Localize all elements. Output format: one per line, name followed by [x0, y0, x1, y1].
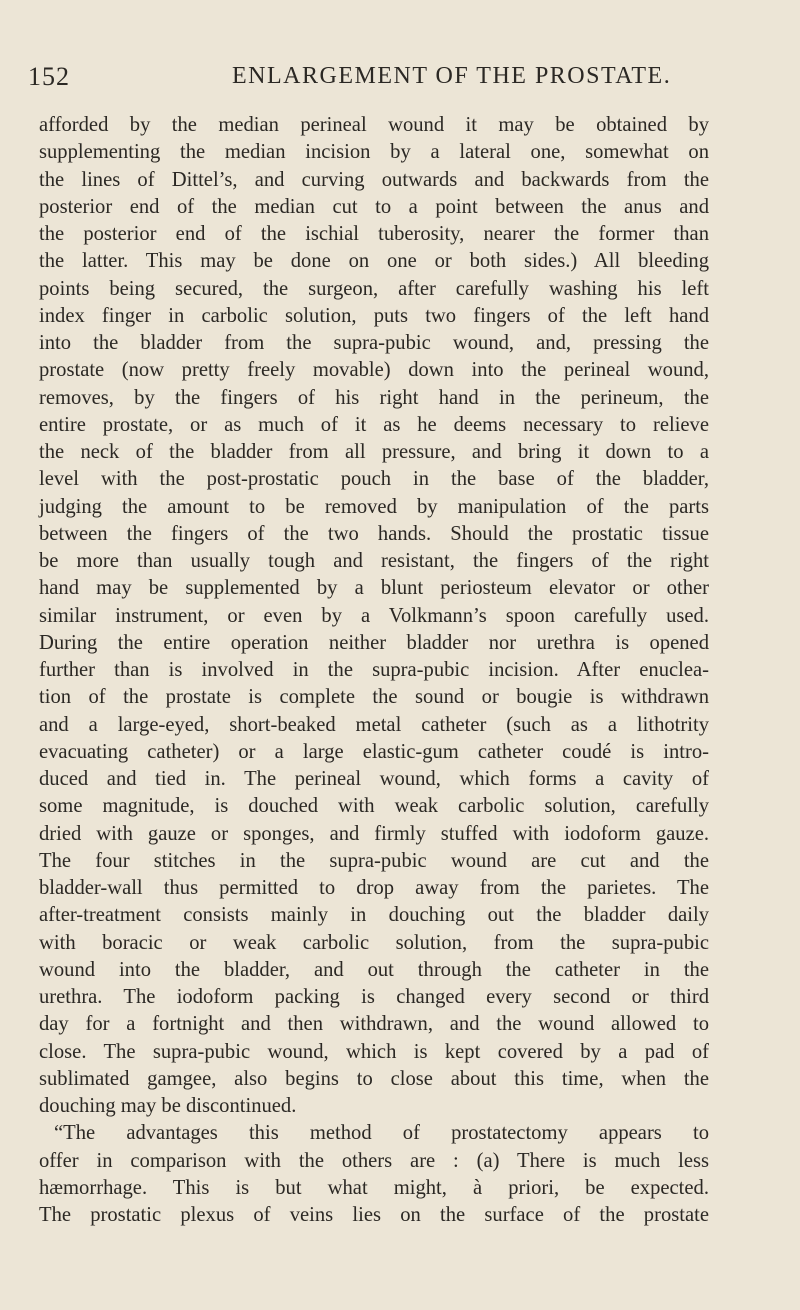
text-line: The four stitches in the supra-pubic wound are cut and the [39, 849, 709, 872]
text-line: duced and tied in. The perineal wound, which forms a cavity of [39, 768, 709, 790]
text-line: posterior end of the median cut to a point between the anus and [39, 195, 709, 218]
text-line: offer in comparison with the others are : (a) There is much less [39, 1149, 709, 1172]
text-line: the posterior end of the ischial tuberosity, nearer the former than [39, 223, 709, 245]
text-line: after-treatment consists mainly in douching out the bladder daily [39, 904, 709, 927]
text-line: evacuating catheter) or a large elastic-gum catheter coudé is intro- [39, 740, 709, 763]
text-line: The prostatic plexus of veins lies on the surface of the prostate [39, 1204, 709, 1226]
text-line: urethra. The iodoform packing is changed every second or third [39, 986, 709, 1008]
page-header [0, 62, 800, 94]
text-line: the lines of Dittel’s, and curving outwards and backwards from the [39, 168, 709, 191]
text-line: day for a fortnight and then withdrawn, and the wound allowed to [39, 1013, 709, 1036]
text-line: index finger in carbolic solution, puts two fingers of the left hand [39, 304, 709, 327]
text-line: the latter. This may be done on one or both sides.) All bleeding [39, 250, 709, 273]
text-line: between the fingers of the two hands. Should the prostatic tissue [39, 522, 709, 545]
paragraph-end-line: douching may be discontinued. [39, 1095, 297, 1117]
text-line: with boracic or weak carbolic solution, from the supra-pubic [39, 931, 709, 954]
running-head: ENLARGEMENT OF THE PROSTATE. [232, 63, 672, 89]
text-line: be more than usually tough and resistant, the fingers of the right [39, 550, 709, 572]
text-line: hæmorrhage. This is but what might, à priori, be expected. [39, 1176, 709, 1199]
text-line: wound into the bladder, and out through the catheter in the [39, 958, 709, 981]
text-line: sublimated gamgee, also begins to close about this time, when the [39, 1067, 709, 1090]
text-line: supplementing the median incision by a lateral one, somewhat on [39, 141, 709, 164]
body-text [39, 112, 709, 1229]
text-line: some magnitude, is douched with weak carbolic solution, carefully [39, 795, 709, 818]
text-line: During the entire operation neither bladder nor urethra is opened [39, 631, 709, 654]
text-line: hand may be supplemented by a blunt periosteum elevator or other [39, 577, 709, 600]
text-line: close. The supra-pubic wound, which is kept covered by a pad of [39, 1040, 709, 1063]
text-line: tion of the prostate is complete the sound or bougie is withdrawn [39, 686, 709, 709]
text-line: entire prostate, or as much of it as he deems necessary to relieve [39, 413, 709, 436]
paragraph-start-line: “The advantages this method of prostatectomy appears to [54, 1122, 709, 1145]
page-number: 152 [28, 62, 70, 91]
text-line: bladder-wall thus permitted to drop away from the parietes. The [39, 877, 709, 899]
text-line: further than is involved in the supra-pubic incision. After enuclea- [39, 659, 709, 681]
text-line: prostate (now pretty freely movable) down into the perineal wound, [39, 359, 709, 382]
text-line: removes, by the fingers of his right hand in the perineum, the [39, 386, 709, 409]
text-line: into the bladder from the supra-pubic wound, and, pressing the [39, 332, 709, 354]
text-line: and a large-eyed, short-beaked metal catheter (such as a lithotrity [39, 713, 709, 736]
text-line: judging the amount to be removed by manipulation of the parts [39, 495, 709, 518]
text-line: the neck of the bladder from all pressure, and bring it down to a [39, 441, 709, 463]
text-line: points being secured, the surgeon, after carefully washing his left [39, 277, 709, 300]
text-line: dried with gauze or sponges, and firmly stuffed with iodoform gauze. [39, 822, 709, 845]
text-line: level with the post-prostatic pouch in the base of the bladder, [39, 468, 709, 491]
text-line: similar instrument, or even by a Volkmann’s spoon carefully used. [39, 604, 709, 627]
text-line: afforded by the median perineal wound it may be obtained by [39, 114, 709, 136]
